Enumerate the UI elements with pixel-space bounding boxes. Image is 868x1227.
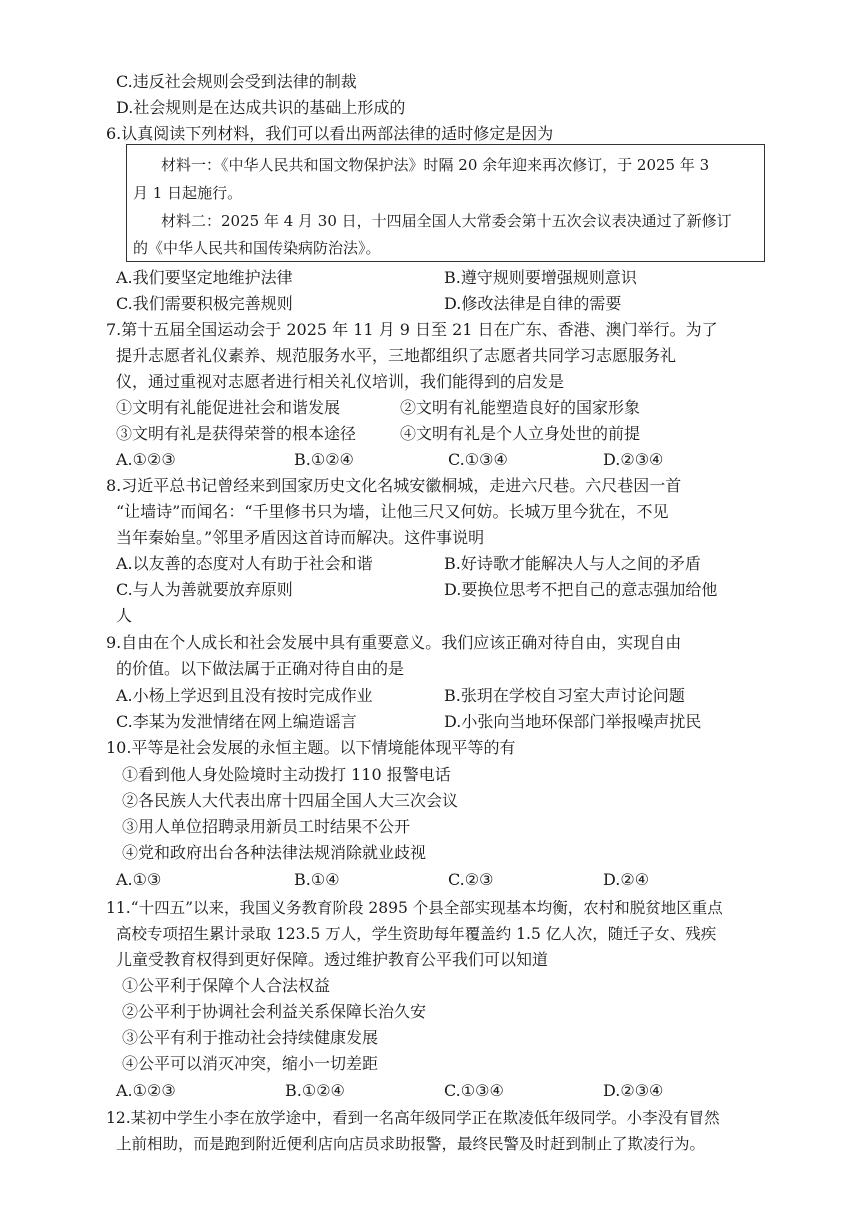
- q6-material2-line2: 的《中华人民共和国传染病防治法》。: [133, 239, 381, 257]
- q11-statement-1: ①公平利于保障个人合法权益: [122, 976, 331, 995]
- q9-option-a: A.小杨上学迟到且没有按时完成作业: [116, 686, 373, 705]
- q11-option-a: A.①②③: [116, 1081, 176, 1100]
- q10-statement-1: ①看到他人身处险境时主动拨打 110 报警电话: [122, 765, 451, 784]
- q7-statement-1: ①文明有礼能促进社会和谐发展: [116, 398, 341, 417]
- q6-option-b: B.遵守规则要增强规则意识: [444, 268, 637, 287]
- q8-stem-line2: “让墙诗”而闻名：“千里修书只为墙，让他三尺又何妨。长城万里今犹在，不见: [116, 502, 669, 521]
- q5-option-d: D.社会规则是在达成共识的基础上形成的: [116, 98, 406, 117]
- q9-option-c: C.李某为发泄情绪在网上编造谣言: [116, 712, 357, 731]
- q10-option-d: D.②④: [603, 870, 650, 889]
- q8-option-d-line2: 人: [116, 606, 133, 625]
- q9-stem-line2: 的价值。以下做法属于正确对待自由的是: [116, 659, 405, 678]
- q10-statement-2: ②各民族人大代表出席十四届全国人大三次会议: [122, 791, 459, 810]
- q12-stem-line2: 上前相助，而是跑到附近便利店向店员求助报警，最终民警及时赶到制止了欺凌行为。: [116, 1135, 706, 1153]
- q6-material2-line1: 材料二：2025 年 4 月 30 日，十四届全国人大常委会第十五次会议表决通过了新修订: [161, 212, 732, 230]
- q7-option-c: C.①③④: [448, 450, 508, 469]
- q11-stem-line3: 儿童受教育权得到更好保障。透过维护教育公平我们可以知道: [116, 950, 549, 969]
- q11-option-c: C.①③④: [444, 1081, 504, 1100]
- q7-option-d: D.②③④: [603, 450, 664, 469]
- q6-option-c: C.我们需要积极完善规则: [116, 294, 293, 313]
- q8-stem-line1: 8.习近平总书记曾经来到国家历史文化名城安徽桐城，走进六尺巷。六尺巷因一首: [106, 476, 682, 495]
- q6-stem: 6.认真阅读下列材料，我们可以看出两部法律的适时修定是因为: [106, 124, 554, 143]
- q10-option-c: C.②③: [448, 870, 494, 889]
- q7-stem-line1: 7.第十五届全国运动会于 2025 年 11 月 9 日至 21 日在广东、香港、澳门举行。为了: [106, 320, 718, 339]
- q8-option-a: A.以友善的态度对人有助于社会和谐: [116, 554, 373, 573]
- q7-option-a: A.①②③: [116, 450, 176, 469]
- q10-statement-4: ④党和政府出台各种法律法规消除就业歧视: [122, 843, 427, 862]
- q8-option-c: C.与人为善就要放弃原则: [116, 580, 293, 599]
- q6-option-d: D.修改法律是自律的需要: [444, 294, 622, 313]
- q10-option-a: A.①③: [116, 870, 162, 889]
- q7-option-b: B.①②④: [294, 450, 354, 469]
- q8-stem-line3: 当年秦始皇。”邻里矛盾因这首诗而解决。这件事说明: [116, 528, 485, 547]
- q12-stem-line1: 12.某初中学生小李在放学途中，看到一名高年级同学正在欺凌低年级同学。小李没有冒然: [106, 1109, 720, 1127]
- q9-option-d: D.小张向当地环保部门举报噪声扰民: [444, 712, 702, 731]
- q10-option-b: B.①④: [294, 870, 340, 889]
- q7-statement-2: ②文明有礼能塑造良好的国家形象: [400, 398, 641, 417]
- q11-option-b: B.①②④: [285, 1081, 345, 1100]
- q10-statement-3: ③用人单位招聘录用新员工时结果不公开: [122, 817, 411, 836]
- q7-stem-line3: 仪，通过重视对志愿者进行相关礼仪培训，我们能得到的启发是: [116, 372, 565, 391]
- q10-stem: 10.平等是社会发展的永恒主题。以下情境能体现平等的有: [106, 738, 516, 757]
- q8-option-b: B.好诗歌才能解决人与人之间的矛盾: [444, 554, 701, 573]
- q11-statement-3: ③公平有利于推动社会持续健康发展: [122, 1028, 379, 1047]
- q9-option-b: B.张玥在学校自习室大声讨论问题: [444, 686, 685, 705]
- q5-option-c: C.违反社会规则会受到法律的制裁: [116, 72, 357, 91]
- q8-option-d-line1: D.要换位思考不把自己的意志强加给他: [444, 580, 718, 599]
- q9-stem-line1: 9.自由在个人成长和社会发展中具有重要意义。我们应该正确对待自由，实现自由: [106, 633, 682, 652]
- q6-material1-line1: 材料一：《中华人民共和国文物保护法》时隔 20 余年迎来再次修订，于 2025 年 3: [161, 156, 710, 174]
- q11-option-d: D.②③④: [603, 1081, 664, 1100]
- q7-statement-3: ③文明有礼是获得荣誉的根本途径: [116, 424, 357, 443]
- q6-option-a: A.我们要坚定地维护法律: [116, 268, 293, 287]
- q11-stem-line2: 高校专项招生累计录取 123.5 万人，学生资助每年覆盖约 1.5 亿人次，随迁子女、残疾: [116, 925, 717, 943]
- q7-statement-4: ④文明有礼是个人立身处世的前提: [400, 424, 641, 443]
- q11-statement-4: ④公平可以消灭冲突，缩小一切差距: [122, 1054, 379, 1073]
- q11-statement-2: ②公平利于协调社会利益关系保障长治久安: [122, 1002, 427, 1021]
- q6-material1-line2: 月 1 日起施行。: [133, 184, 243, 202]
- q6-material-box: [126, 144, 765, 262]
- q11-stem-line1: 11.“十四五”以来，我国义务教育阶段 2895 个县全部实现基本均衡，农村和脱贫地区重点: [106, 899, 723, 917]
- q7-stem-line2: 提升志愿者礼仪素养、规范服务水平，三地都组织了志愿者共同学习志愿服务礼: [116, 346, 677, 365]
